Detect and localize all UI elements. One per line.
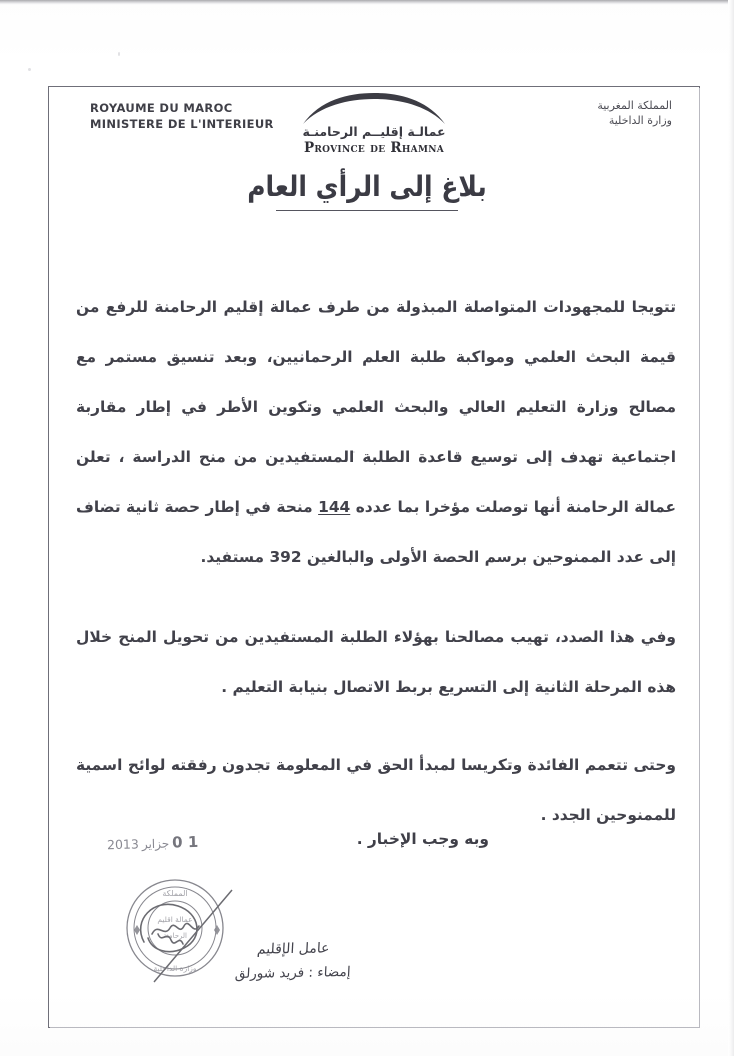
paragraph-1-part-c: مستفيد. — [200, 548, 270, 566]
date-stamp — [107, 833, 199, 853]
date-stamp-month: جزاير — [141, 836, 170, 852]
paragraph-1 — [48, 282, 700, 582]
paragraph-2: وفي هذا الصدد، تهيب مصالحنا بهؤلاء الطلبة المستفيدين من تحويل المنح خلال هذه المرحلة الثانية إلى التسريع بربط الاتصال بنيابة التعليم . — [76, 628, 676, 696]
province-name-arabic: عمالـة إقليــم الرحامنـة — [302, 124, 446, 139]
header-left-kingdom-fr — [90, 100, 274, 132]
page-title: بلاغ إلى الرأي العام — [247, 170, 487, 203]
svg-text:المملكة: المملكة — [162, 889, 188, 898]
document-body — [48, 282, 700, 846]
scan-edge-top — [0, 0, 734, 5]
scan-edge-right — [728, 0, 734, 1056]
header-ministry-ar-line: وزارة الداخلية — [608, 114, 672, 127]
document-title-block — [0, 172, 734, 211]
document-header — [48, 92, 700, 170]
signature-block — [218, 938, 368, 981]
scan-speck — [28, 68, 31, 71]
paragraph-3: وحتى تتعمم الفائدة وتكريسا لمبدأ الحق في المعلومة تجدون رفقته لوائح اسمية للممنوحين الجدد . — [76, 756, 676, 824]
grants-count-second-batch: 144 — [318, 498, 351, 516]
header-royaume-line: ROYAUME DU MAROC — [90, 101, 233, 115]
date-stamp-day: 1 0 — [171, 832, 199, 852]
header-kingdom-ar-line: المملكة المغربية — [597, 99, 672, 112]
closing-statement: وبه وجب الإخبار . — [356, 830, 489, 848]
province-logo — [274, 92, 474, 156]
signatory-title: عامل الإقليم — [256, 940, 330, 958]
svg-text:وزارة الداخلية: وزارة الداخلية — [153, 964, 197, 973]
svg-text:الرحامنة: الرحامنة — [162, 932, 188, 940]
grants-count-first-batch: 392 — [269, 548, 302, 566]
title-underline-rule — [276, 210, 458, 211]
svg-text:عمالة اقليم: عمالة اقليم — [157, 915, 193, 924]
paragraph-1-part-b: منحة في إطار حصة ثانية تضاف إلى عدد الممنوحين برسم الحصة الأولى والبالغين — [76, 498, 676, 566]
scan-speck — [118, 52, 120, 56]
signatory-name: إمضاء : فريد شورلق — [234, 963, 352, 983]
province-name-french: Province de Rhamna — [303, 140, 445, 156]
arc-swoosh-icon — [274, 92, 474, 126]
paragraph-1-part-a: تتويجا للمجهودات المتواصلة المبذولة من طرف عمالة إقليم الرحامنة للرفع من قيمة البحث العلمي ومواكبة طلبة العلم الرحمانيين، وبعد تنسيق مستمر مع مصالح وزارة التعليم العالي والبحث العلمي وتكوين الأطر في إطار مقاربة اجتماعية تهدف إلى توسيع قاعدة الطلبة المستفيدين من منح الدراسة ، تعلن عمالة الرحامنة أنها توصلت مؤخرا بما عدده — [76, 298, 676, 516]
header-right-kingdom-ar — [597, 98, 672, 128]
header-ministere-line: MINISTERE DE L'INTERIEUR — [90, 117, 274, 131]
date-stamp-year: 2013 — [106, 836, 140, 853]
